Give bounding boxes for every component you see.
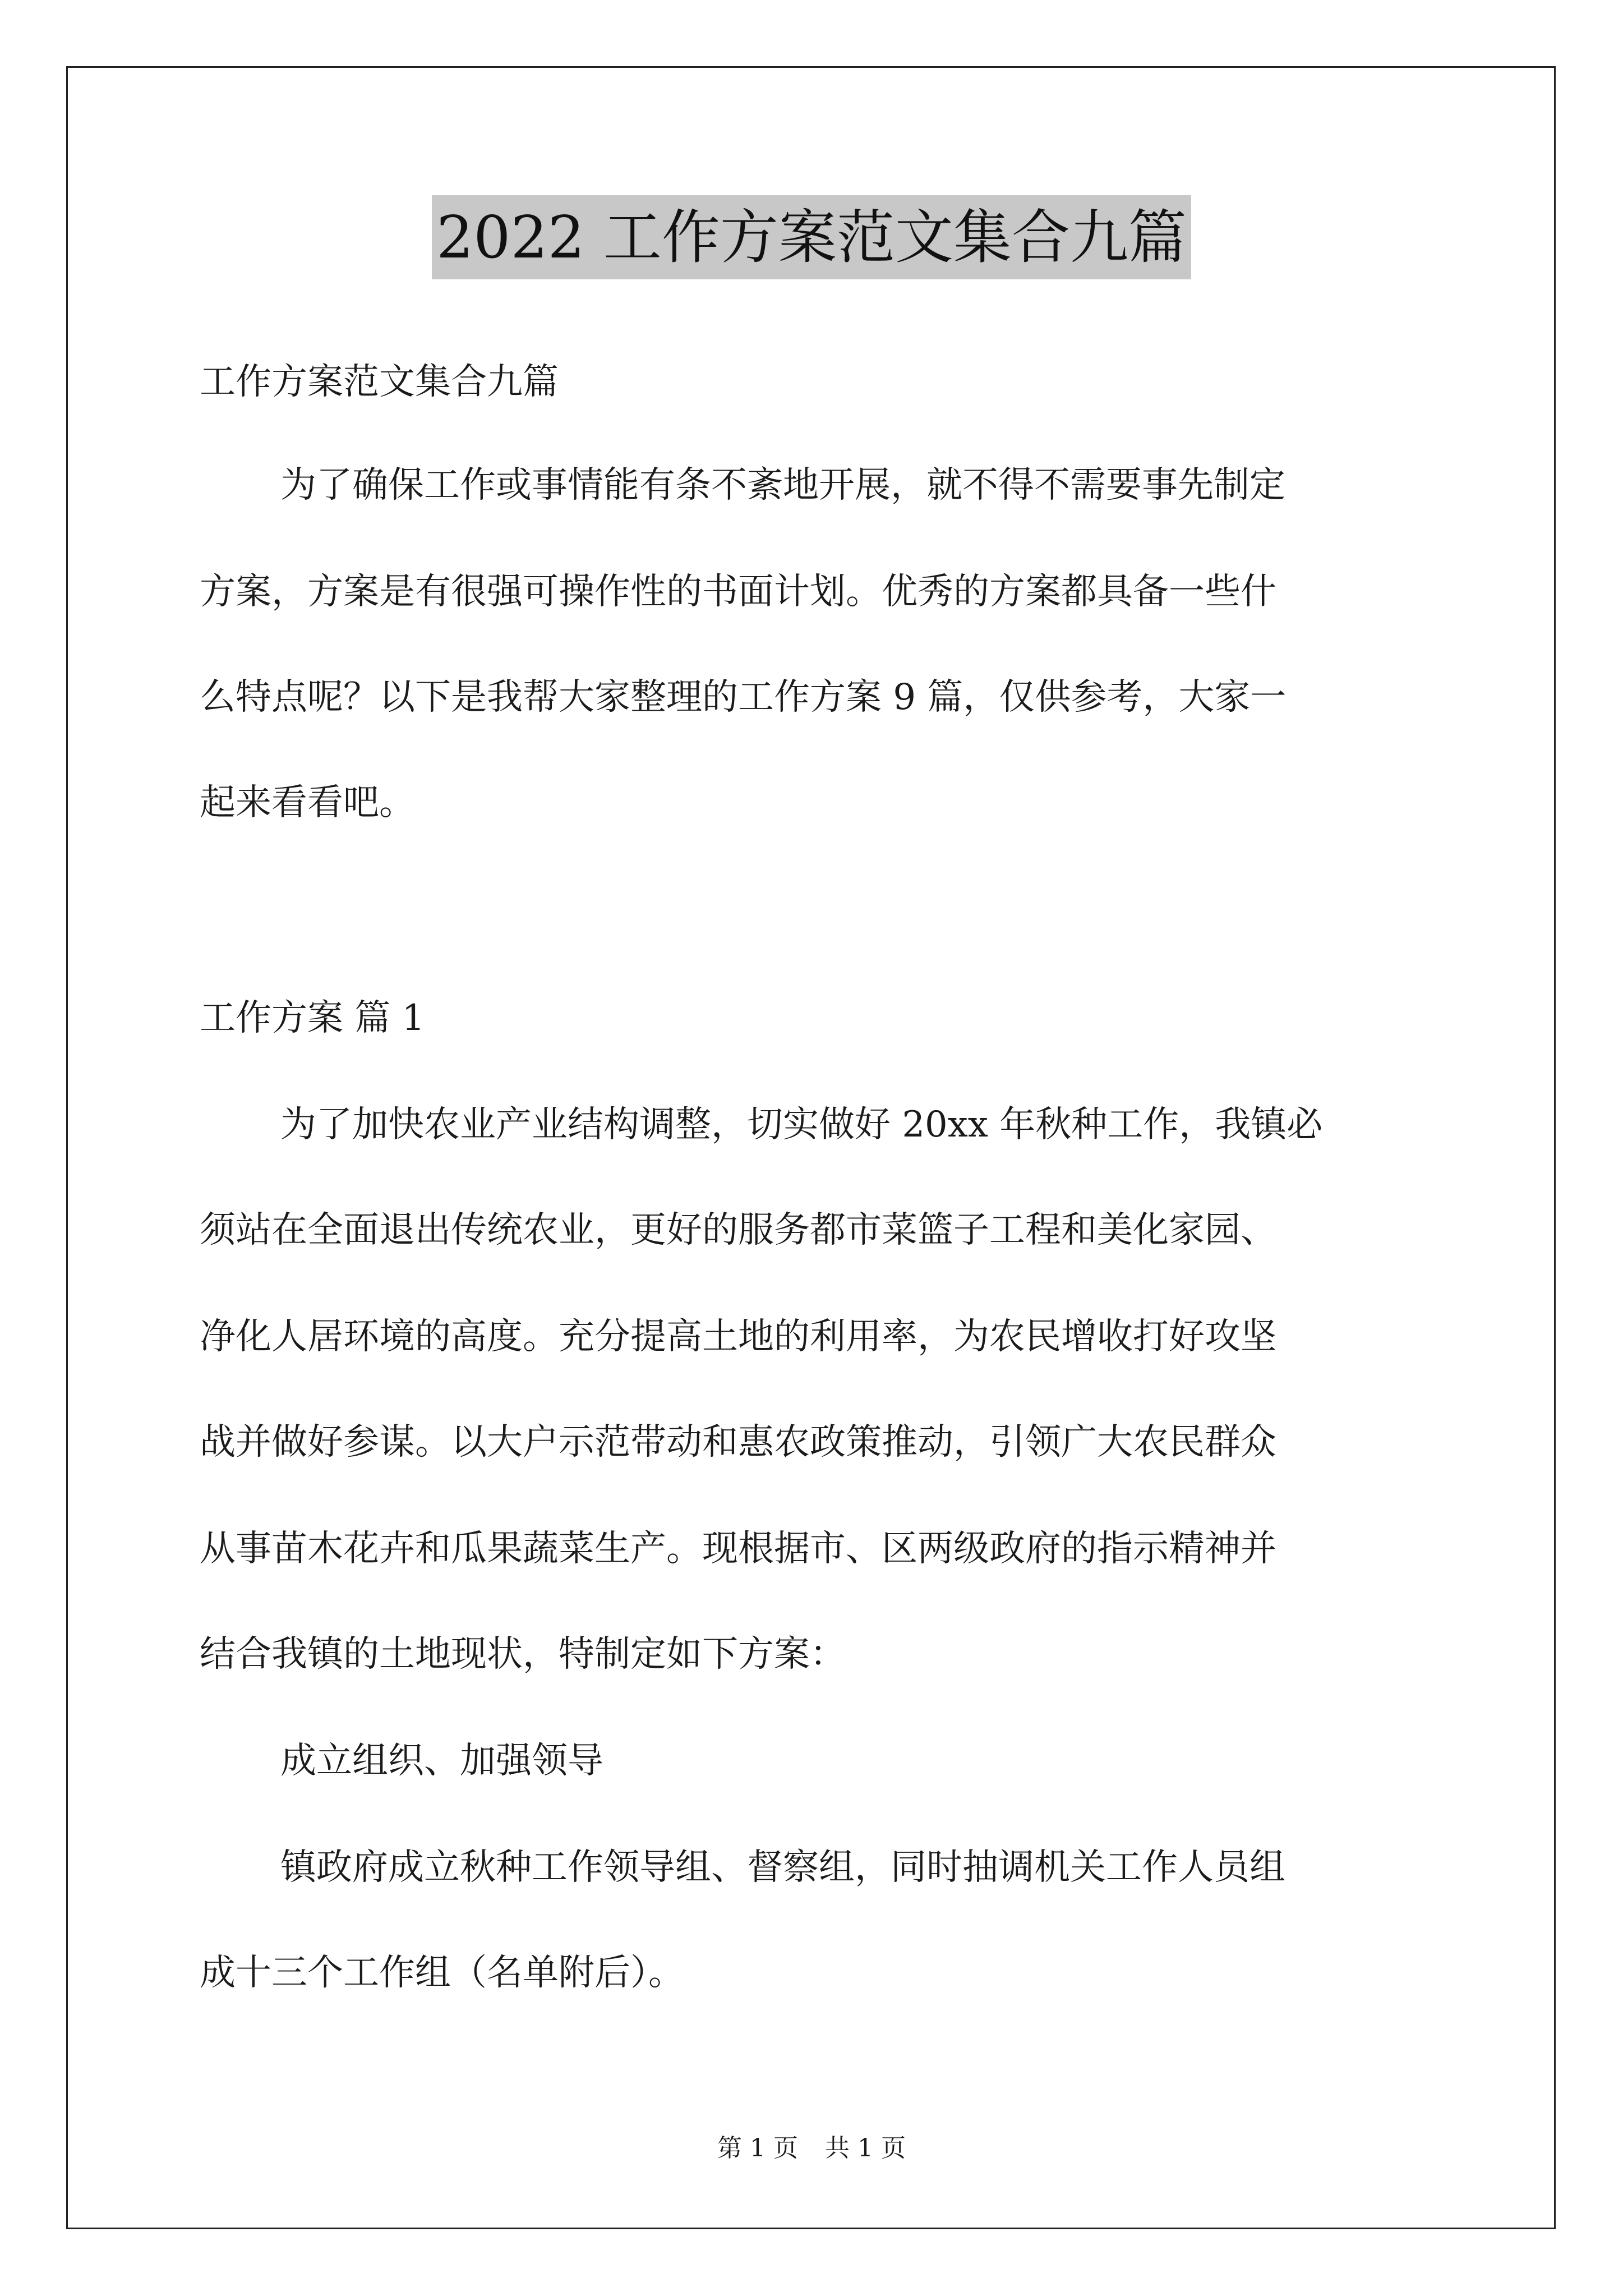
page-footer [0,2132,1623,2165]
section-line-1: 为了加快农业产业结构调整，切实做好 20xx 年秋种工作，我镇必 [280,1104,1323,1145]
item-heading: 成立组织、加强领导 [280,1740,603,1782]
section-line-6: 结合我镇的土地现状，特制定如下方案： [200,1634,846,1675]
document-title: 2022 工作方案范文集合九篇 [432,195,1191,279]
document-subtitle: 工作方案范文集合九篇 [200,361,559,403]
intro-line-2: 方案，方案是有很强可操作性的书面计划。优秀的方案都具备一些什 [200,571,1276,613]
section-line-2: 须站在全面退出传统农业，更好的服务都市菜篮子工程和美化家园、 [200,1209,1276,1251]
section-heading: 工作方案 篇 1 [200,997,425,1039]
item-line-2: 成十三个工作组（名单附后）。 [200,1952,684,1994]
section-line-3: 净化人居环境的高度。充分提高土地的利用率，为农民增收打好攻坚 [200,1316,1276,1358]
page-total: 共 1 页 [825,2134,906,2162]
intro-line-4: 起来看看吧。 [200,782,415,823]
section-line-4: 战并做好参谋。以大户示范带动和惠农政策推动，引领广大农民群众 [200,1421,1276,1463]
page-number: 第 1 页 [717,2134,798,2162]
section-line-5: 从事苗木花卉和瓜果蔬菜生产。现根据市、区两级政府的指示精神并 [200,1528,1276,1570]
item-line-1: 镇政府成立秋种工作领导组、督察组，同时抽调机关工作人员组 [280,1847,1285,1888]
title-container [0,195,1623,279]
intro-line-3: 么特点呢？以下是我帮大家整理的工作方案 9 篇，仅供参考，大家一 [200,677,1287,718]
intro-line-1: 为了确保工作或事情能有条不紊地开展，就不得不需要事先制定 [280,464,1285,506]
